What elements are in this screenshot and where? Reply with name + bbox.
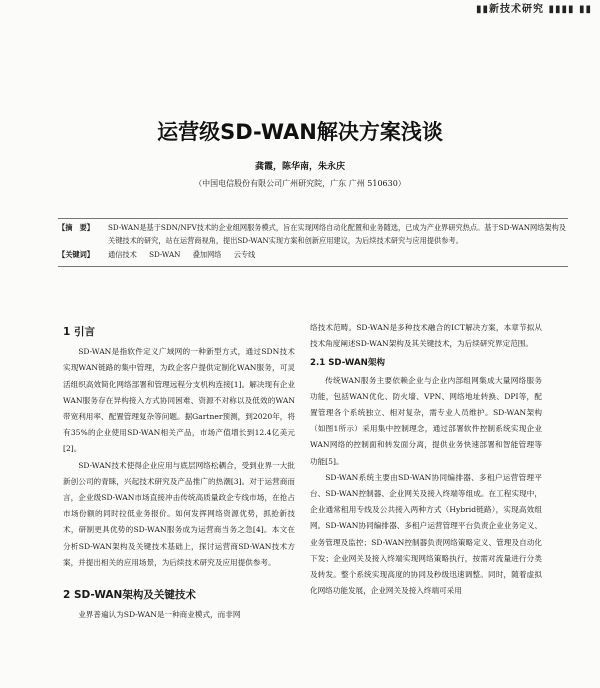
abstract-row: [58, 222, 568, 247]
abstract-text: SD-WAN是基于SDN/NFV技术的企业组网服务模式，旨在实现网络自动化配置和业务随选，已成为产业界研究热点。基于SD-WAN网络架构及关键技术的研究，站在运营商视角，提出SD-WAN实现方案和创新应用建议，为后续技术研究与应用提供参考。: [108, 223, 566, 245]
section-1-heading: 1 引言: [63, 326, 95, 338]
keyword: SD-WAN: [149, 250, 181, 259]
keyword: 云专线: [233, 250, 256, 259]
keyword: 叠加网络: [192, 250, 222, 259]
left-column: [63, 320, 295, 623]
keywords-row: [58, 249, 568, 262]
section-2-1-paragraph: SD-WAN系统主要由SD-WAN协同编排器、多租户运营管理平台、SD-WAN控制器、企业网关及接入终端等组成。在工程实现中，企业通常租用专线及公共接入两种方式（Hybrid链路），实现高效组网。SD-WAN协同编排器、多租户运营管理平台负责企业业务定义、业务管理及监控；SD-WAN控制器负责网络策略定义、管理及自动化下发；企业网关及接入终端实现网络策略执行，按需对流量进行分类及转发。整个系统实现高度的协同及秒级迅速调整。同时，随着虚拟化网络功能发展，企业网关及接入终端可采用: [310, 472, 542, 596]
section-2-paragraph-continued: 络技术范畴。SD-WAN是多种技术融合的ICT解决方案，本章节拟从技术角度阐述SD-WAN架构及其关键技术，为后续研究界定范围。: [310, 323, 542, 349]
keywords-label: 【关键词】: [58, 250, 94, 259]
article-authors: 龚霞，陈华南，朱永庆: [254, 162, 345, 172]
keywords-list: [108, 249, 568, 262]
keyword: 通信技术: [108, 250, 137, 259]
article-affiliation: （中国电信股份有限公司广州研究院，广东 广州 510630）: [194, 179, 406, 188]
section-1-paragraph: SD-WAN是指软件定义广域网的一种新型方式，通过SDN技术实现WAN链路的集中管理，为政企客户提供定制化WAN服务，可灵活组织高效简化网络部署和管理远程分支机构连接[1]。解决现有企业WAN服务存在异构接入方式协同困难、资源不对称以及低效的WAN带宽利用率、配置管理复杂等问题。据Gartner预测，到2020年，将有35%的企业使用SD-WAN相关产品，市场产值增长到12.4亿美元[2]。: [63, 347, 295, 454]
article-title: 运营级SD-WAN解决方案浅谈: [157, 120, 443, 144]
section-2-heading: 2 SD-WAN架构及关键技术: [63, 589, 196, 602]
section-1-paragraph: SD-WAN技术使得企业应用与底层网络松耦合，受到业界一大批新创公司的青睐，兴起技术研究及产品推广的热潮[3]。对于运营商而言，企业级SD-WAN市场直接冲击传统高质量政企专线市场，在抢占市场份额的同时拉低业务报价。如何发挥网络资源优势，抓抢新技术，研制更具优势的SD-WAN服务成为运营商当务之急[4]。本文在分析SD-WAN架构及关键技术基础上，探讨运营商SD-WAN技术方案，并提出相关的应用场景，为后续技术研究及应用提供参考。: [63, 460, 295, 567]
section-2-paragraph: 业界普遍认为SD-WAN是一种商业模式，而非网: [78, 610, 241, 620]
abstract-label: 【摘 要】: [58, 223, 94, 232]
section-2-1-heading: 2.1 SD-WAN架构: [310, 358, 386, 369]
section-header-tag: ▮▮新技术研究 ▮▮▮▮ ▮▮: [476, 4, 592, 15]
section-2-1-paragraph: 传统WAN服务主要依赖企业与企业内部组网集成大量网络服务功能，包括WAN优化、防火墙、VPN、网络地址转换、DPI等，配置管理各个系统独立、相对复杂，需专业人员维护。SD-WAN架构（如图1所示）采用集中控制理念，通过部署软件控制系统实现企业WAN网络的控制面和转发面分离，提供业务快速部署和智能管理等功能[5]。: [310, 375, 542, 466]
right-column: [310, 320, 542, 599]
abstract-box: [58, 218, 568, 267]
